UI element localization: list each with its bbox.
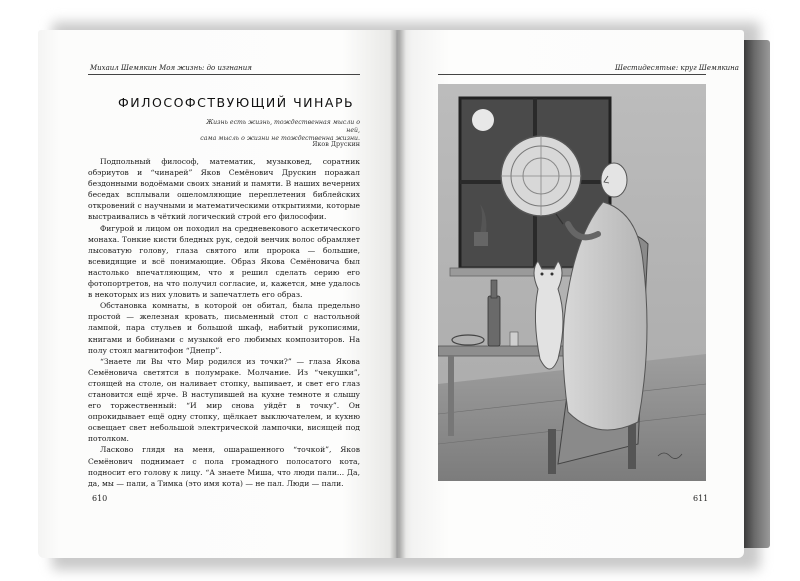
epigraph-author: Яков Друскин: [312, 140, 360, 148]
book-gutter: [390, 30, 406, 558]
illustration: [438, 84, 706, 481]
paragraph: Ласково глядя на меня, ошарашенного “точкой”, Яков Семёнович поднимает с пола громадного полосатого кота, подносит его голову к лицу. “А знаете Миша, что люди пали... Да, да, мы — пали, а Тимка (это имя кота) — не пал. Люди — пали.: [88, 445, 360, 488]
right-running-head: Шестидесятые: круг Шемякина: [615, 64, 739, 72]
chapter-title: ФИЛОСОФСТВУЮЩИЙ ЧИНАРЬ: [118, 95, 355, 110]
paragraph: Обстановка комнаты, в которой он обитал, была предельно простой — железная кровать, письменный стол с настольной лампой, пара стульев и большой шкаф, набитый рукописями, книгами и бобинами с музыкой его любимых композиторов. На полу стоял магнитофон “Днепр”.: [88, 301, 360, 355]
drawing-glass: [510, 332, 518, 346]
book-cover-edge: [744, 40, 770, 548]
right-page-number: 611: [693, 494, 709, 503]
epigraph-line: Жизнь есть жизнь, тождественная мысли о ней,: [206, 119, 360, 134]
right-header-rule: [438, 74, 706, 75]
epigraph-line: сама мысль о жизни не тождественна жизни.: [200, 135, 360, 142]
drawing-bottle: [488, 296, 500, 346]
paragraph: Подпольный философ, математик, музыковед, соратник обэриутов и “чинарей” Яков Семёнович Друскин поражал бездонными водоёмами своих знаний и памяти. В наших вечерних беседах всплывали ошеломляющие переплетения библейских откровений с научными и математическими открытиями, которые выстраивались в чёткий логический строй его философии.: [88, 157, 360, 222]
paragraph: “Знаете ли Вы что Мир родился из точки?” — глаза Якова Семёновича светятся в полумраке. Молчание. Из “чекушки”, стоящей на столе, он наливает стопку, выпивает, и свет его глаз становится ещё ярче. В наступившей на кухне темноте я слышу его торжественный: “И мир снова уйдёт в точку”. Он опрокидывает ещё одну стопку, щёлкает выключателем, и кухню освещает свет небольшой электрической лампочки, висящей под потолком.: [88, 356, 360, 444]
paragraph: Фигурой и лицом он походил на средневекового аскетического монаха. Тонкие кисти бледных рук, седой венчик волос обрамляет лысоватую голову, глаза святого или пророка — большие, всевидящие и всё понимающие. Образ Якова Семёновича был настолько впечатляющим, что я решил сделать серию его фотопортретов, на что получил согласие, и, кажется, мне удалось в некоторых из них уловить и запечатлеть его образ.: [88, 223, 360, 300]
left-running-head: Михаил Шемякин Моя жизнь: до изгнания: [90, 64, 252, 72]
body-text: [88, 156, 360, 489]
drawing-moon: [472, 109, 494, 131]
left-page-number: 610: [92, 494, 108, 503]
left-header-rule: [88, 74, 360, 75]
drawing-cat: [534, 261, 563, 369]
